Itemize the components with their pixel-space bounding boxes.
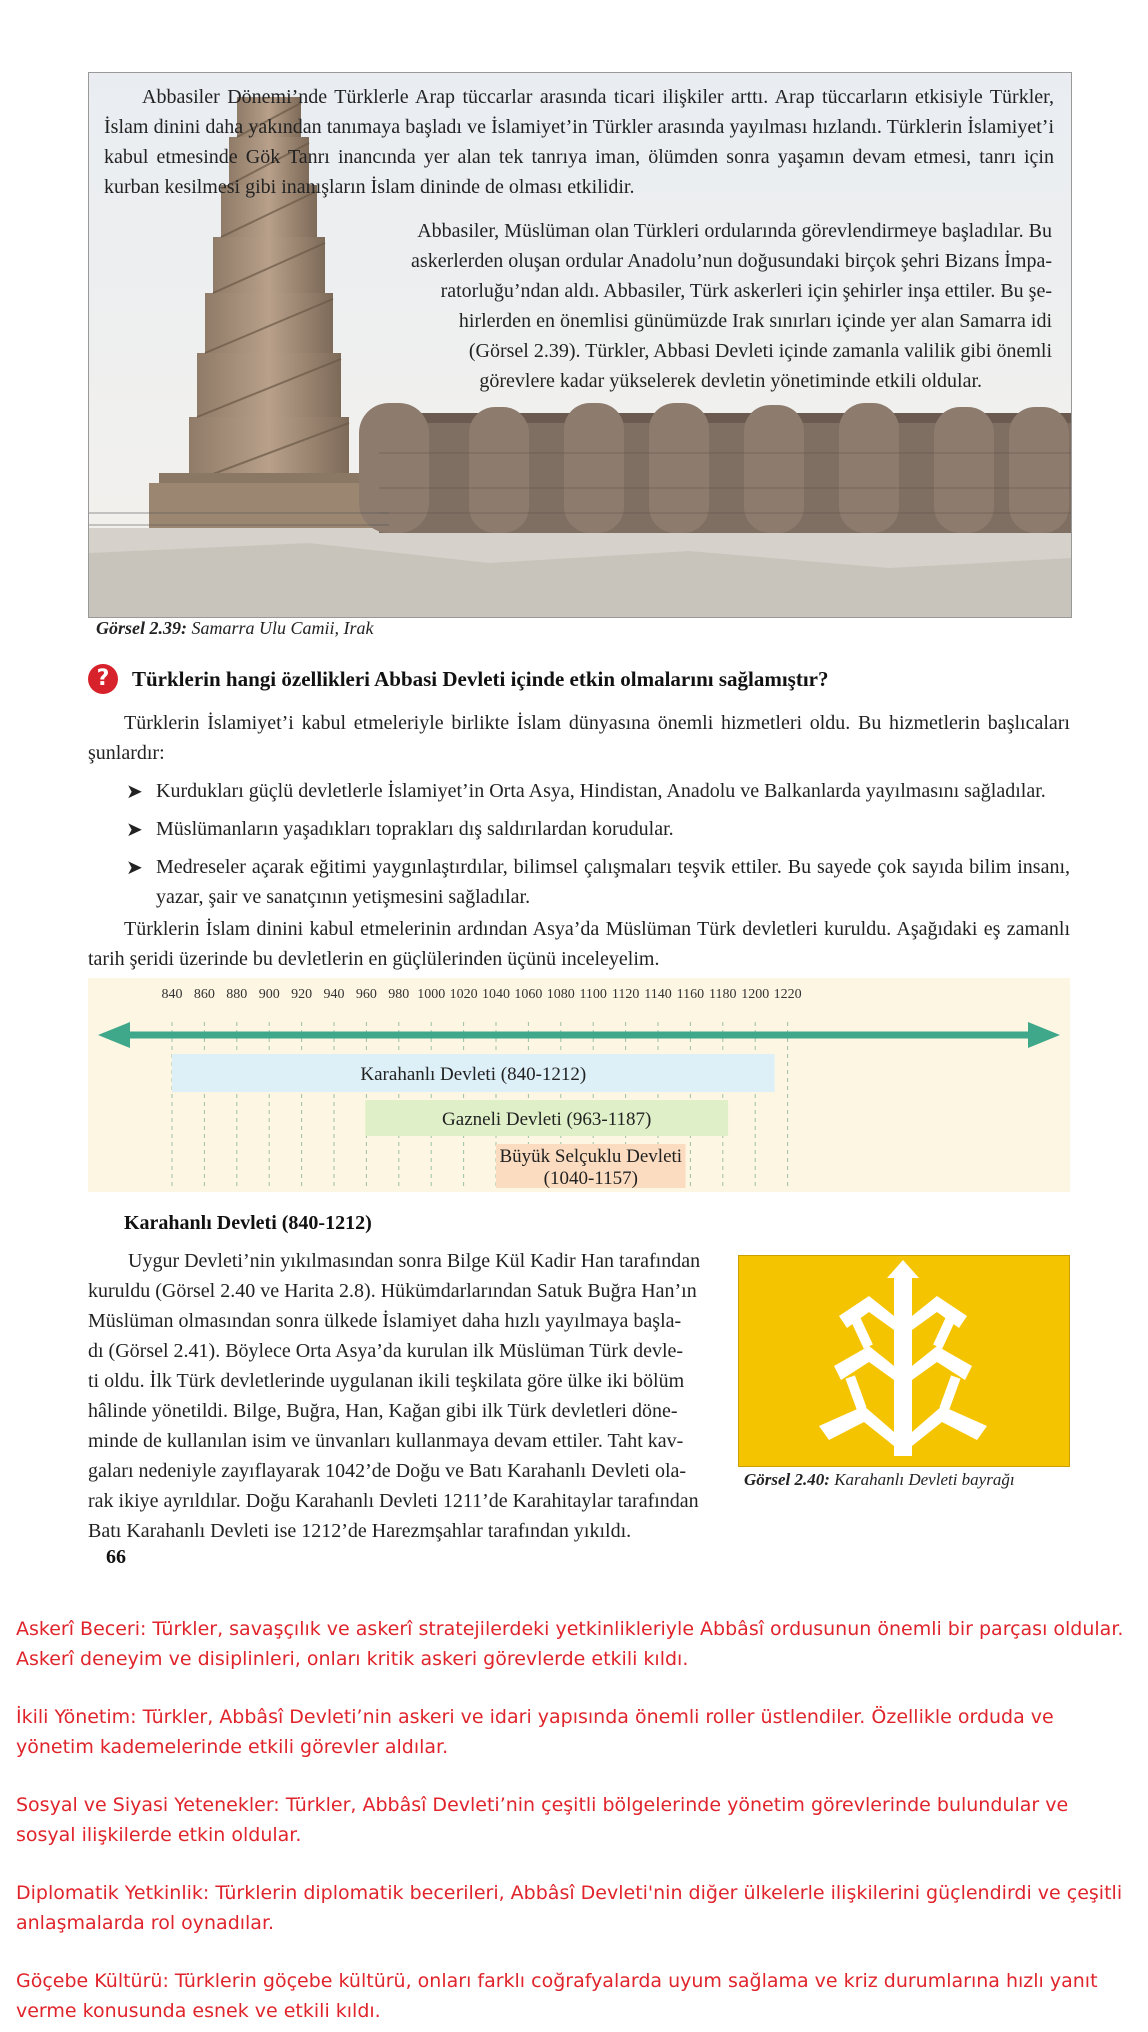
timeline-year-label: 1080: [546, 987, 575, 1002]
karahanli-line: minde de kullanılan isim ve ünvanları kullanmaya devam ettiler. Taht kav-: [88, 1430, 684, 1452]
timeline-year-label: 860: [193, 987, 215, 1002]
timeline-intro: Türklerin İslam dinini kabul etmelerinin ardından Asya’da Müslüman Türk devletleri kuruldu. Aşağıdaki eş zamanlı tarih şeridi üzerinde bu devletlerin en güçlülerinden üçünü inceleyelim.: [88, 918, 1070, 970]
flag-emblem-icon: [739, 1256, 1069, 1466]
karahanli-line: ti oldu. İlk Türk devletlerinde uygulanan ikili teşkilata göre ülke iki bölüm: [88, 1370, 685, 1392]
timeline-year-label: 900: [258, 987, 280, 1002]
photo-paragraph-line: görevlere kadar yükselerek devletin yönetiminde etkili oldular.: [479, 370, 982, 392]
question-row: [88, 664, 1088, 694]
karahanli-line: Batı Karahanlı Devleti ise 1212’de Harezmşahlar tarafından yıkıldı.: [88, 1520, 632, 1542]
list-item: [126, 814, 1070, 844]
timeline-year-label: 880: [226, 987, 248, 1002]
flag-caption-label: Görsel 2.40:: [744, 1470, 830, 1489]
timeline-year-label: 1120: [611, 987, 640, 1002]
note-item: Sosyal ve Siyasi Yetenekler: Türkler, Abbâsî Devleti’nin çeşitli bölgelerinde yönetim görevlerinde bulundular ve sosyal ilişkilerde etkin oldular.: [16, 1794, 1069, 1846]
question-icon: ?: [88, 664, 118, 694]
list-item-text: Medreseler açarak eğitimi yaygınlaştırdılar, bilimsel çalışmaları teşvik ettiler. Bu sayede çok sayıda bilim insanı, yazar, şair ve sanatçının yetişmesini sağladılar.: [156, 856, 1070, 908]
arrow-bullet-icon: ➤: [126, 779, 143, 803]
timeline-year-label: 1100: [579, 987, 607, 1002]
karahanli-paragraph: [88, 1246, 720, 1546]
arrow-bullet-icon: ➤: [126, 817, 143, 841]
karahanli-line: kuruldu (Görsel 2.40 ve Harita 2.8). Hükümdarlarından Satuk Buğra Han’ın: [88, 1280, 697, 1302]
timeline-year-label: 1040: [482, 987, 510, 1002]
photo-caption-text: Samarra Ulu Camii, Irak: [187, 618, 374, 638]
timeline-arrow-right-icon: [1028, 1022, 1060, 1048]
note-item: Askerî Beceri: Türkler, savaşçılık ve askerî stratejilerdeki yetkinlikleriyle Abbâsî ordusunun önemli bir parçası oldular. Askerî deneyim ve disiplinleri, onları kritik askeri görevlerde etkili kıldı.: [16, 1618, 1124, 1670]
timeline-year-label: 1060: [514, 987, 543, 1002]
arrow-bullet-icon: ➤: [126, 855, 143, 879]
timeline-year-label: 980: [388, 987, 410, 1002]
timeline-year-label: 1020: [449, 987, 478, 1002]
photo-paragraph-line: hirlerden en önemlisi günümüzde Irak sınırları içinde yer alan Samarra idi: [458, 310, 1052, 332]
note-item: Göçebe Kültürü: Türklerin göçebe kültürü, onları farklı coğrafyalarda uyum sağlama ve kriz durumlarına hızlı yanıt verme konusunda esnek ve etkili kıldı.: [16, 1970, 1098, 2022]
timeline-year-label: 1180: [709, 987, 737, 1002]
photo-caption-label: Görsel 2.39:: [96, 618, 187, 638]
page-number: 66: [106, 1546, 126, 1568]
karahanli-line: hâlinde yönetildi. Bilge, Buğra, Han, Kağan gibi ilk Türk devletleri döne-: [88, 1400, 678, 1422]
list-item: [126, 776, 1070, 806]
timeline-year-label: 960: [355, 987, 377, 1002]
timeline-year-label: 940: [323, 987, 345, 1002]
list-item: [126, 852, 1070, 912]
flag-caption-text: Karahanlı Devleti bayrağı: [829, 1470, 1015, 1489]
services-intro: Türklerin İslamiyet’i kabul etmeleriyle birlikte İslam dünyasına önemli hizmetleri oldu. Bu hizmetlerin başlıcaları şunlardır:: [88, 712, 1070, 764]
timeline-arrow-left-icon: [98, 1022, 130, 1048]
timeline-year-label: 920: [291, 987, 313, 1002]
note-item: İkili Yönetim: Türkler, Abbâsî Devleti’nin askeri ve idari yapısında önemli roller üstlendiler. Özellikle orduda ve yönetim kademelerinde etkili görevler aldılar.: [16, 1706, 1054, 1758]
timeline-state-label: Gazneli Devleti (963-1187): [442, 1109, 652, 1130]
list-item-text: Kurdukları güçlü devletlerle İslamiyet’in Orta Asya, Hindistan, Anadolu ve Balkanlarda yayılmasını sağladılar.: [156, 780, 1046, 802]
services-list: [126, 776, 1070, 912]
intro-paragraph: Abbasiler Dönemi’nde Türklerle Arap tüccarlar arasında ticari ilişkiler arttı. Arap tüccarların etkisiyle Türkler, İslam dinini daha yakından tanımaya başladı ve İslamiyet’in Türkler arasında yayılması hızlandı. Türklerin İslamiyet’i kabul etmesinde Gök Tanrı inancında yer alan tek tanrıya iman, ölümden sonra yaşamın devam etmesi, tanrı için kurban kesilmesi gibi inanışların İslam dininde de olması etkilidir.: [104, 86, 1054, 198]
section-heading: Karahanlı Devleti (840-1212): [124, 1212, 372, 1234]
timeline-state-label: Büyük Selçuklu Devleti: [499, 1146, 683, 1167]
karahanli-line: gaları nedeniyle zayıflayarak 1042’de Doğu ve Batı Karahanlı Devleti ola-: [88, 1460, 687, 1482]
fortress-walls: [359, 403, 1071, 533]
karahanli-line: rak ikiye ayrıldılar. Doğu Karahanlı Devleti 1211’de Karahitaylar tarafından: [88, 1490, 699, 1512]
photo-caption: [96, 618, 374, 639]
timeline-year-label: 1160: [676, 987, 705, 1002]
list-item-text: Müslümanların yaşadıkları toprakları dış saldırılardan korudular.: [156, 818, 674, 840]
karahanli-line: Müslüman olmasından sonra ülkede İslamiyet daha hızlı yayılmaya başla-: [88, 1310, 682, 1332]
timeline-year-label: 1140: [644, 987, 672, 1002]
timeline-chart: [88, 978, 1070, 1192]
note-item: Diplomatik Yetkinlik: Türklerin diplomatik becerileri, Abbâsî Devleti'nin diğer ülkelerle ilişkilerini güçlendirdi ve çeşitli anlaşmalarda rol oynadılar.: [16, 1882, 1123, 1934]
timeline-year-label: 1200: [741, 987, 770, 1002]
photo-paragraph-line: ratorluğu’ndan aldı. Abbasiler, Türk askerleri için şehirler inşa ettiler. Bu şe-: [440, 280, 1052, 302]
timeline-state-label: Karahanlı Devleti (840-1212): [360, 1064, 587, 1085]
photo-paragraph-line: Abbasiler, Müslüman olan Türkleri ordularında görevlendirmeye başladılar. Bu: [417, 220, 1052, 242]
karahanli-flag: [738, 1255, 1070, 1467]
timeline-year-label: 1220: [773, 987, 802, 1002]
karahanli-line: dı (Görsel 2.41). Böylece Orta Asya’da kurulan ilk Müslüman Türk devle-: [88, 1340, 684, 1362]
photo-paragraph-line: askerlerden oluşan ordular Anadolu’nun doğusundaki birçok şehri Bizans İmpa-: [411, 250, 1052, 272]
timeline-year-label: 1000: [417, 987, 446, 1002]
photo-paragraph-line: (Görsel 2.39). Türkler, Abbasi Devleti içinde zamanla valilik gibi önemli: [468, 340, 1052, 362]
question-text: Türklerin hangi özellikleri Abbasi Devleti içinde etkin olmalarını sağlamıştır?: [132, 666, 829, 691]
flag-caption: [744, 1470, 1015, 1490]
timeline-year-label: 840: [161, 987, 183, 1002]
timeline-state-label: (1040-1157): [543, 1168, 638, 1189]
photo-paragraph: [372, 216, 1052, 396]
karahanli-line: Uygur Devleti’nin yıkılmasından sonra Bilge Kül Kadir Han tarafından: [128, 1250, 701, 1272]
timeline: [88, 978, 1070, 1192]
